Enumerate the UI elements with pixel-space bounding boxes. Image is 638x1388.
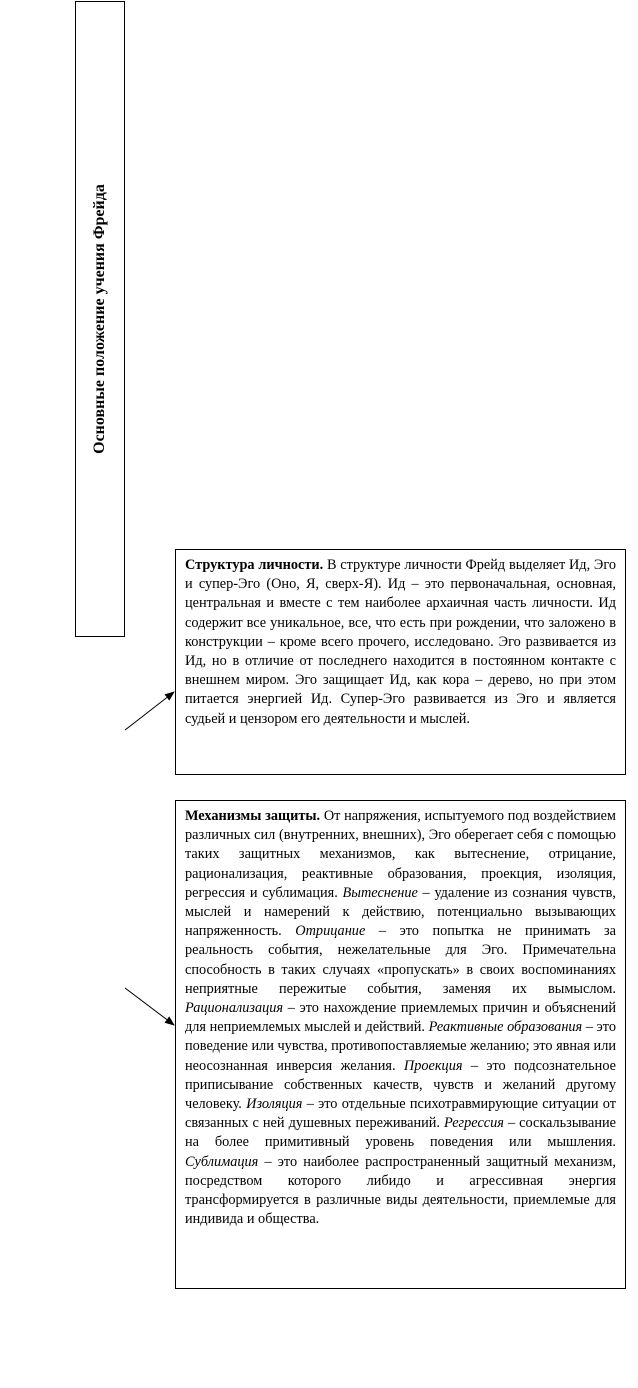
desc-sublimation: – это наиболее распространенный защитный механизм, посредством которого либидо и агрессивная энергия трансформируется в различные виды деятельности, приемлемые для индивида и общества. bbox=[185, 1153, 616, 1228]
desc-repression: – удаление из сознания чувств, мыслей и намерений к действию, потенциально вызывающих напряженность. bbox=[185, 884, 616, 940]
term-projection: Проекция bbox=[403, 1057, 463, 1074]
defense-box bbox=[175, 800, 626, 1289]
desc-rationalization: – это нахождение приемлемых причин и объяснений для неприемлемых мыслей и действий. bbox=[185, 1000, 616, 1036]
defense-heading: Механизмы защиты. bbox=[185, 808, 321, 824]
arrow-to-defense bbox=[125, 988, 174, 1025]
structure-heading: Структура личности. bbox=[185, 557, 324, 573]
term-rationalization: Рационализация bbox=[185, 1000, 284, 1017]
side-title-box bbox=[75, 1, 125, 637]
defense-intro: От напряжения, испытуемого под воздействием различных сил (внутренних, внешних), Эго оберегает себя с помощью таких защитных механизмов, как вытеснение, отрицание, рационализация, реактивные образования, проекция, изоляция, регрессия и сублимация. bbox=[185, 808, 616, 901]
term-regression: Регрессия bbox=[444, 1115, 504, 1132]
term-reaction-formation: Реактивные образования bbox=[428, 1019, 583, 1036]
term-denial: Отрицание bbox=[295, 923, 366, 940]
structure-text: В структуре личности Фрейд выделяет Ид, Эго и супер-Эго (Оно, Я, сверх-Я). Ид – это первоначальная, основная, центральная и вместе с тем наиболее архаичная часть личности. Ид содержит все уникальное, все, что есть при рождении, что заложено в конструкции – кроме всего прочего, исследовано. Эго развивается из Ид, но в отличие от последнего находится в постоянном контакте с внешнем миром. Эго защищает Ид, как кора – дерево, но при этом питается энергией Ид. Супер-Эго развивается из Эго и является судьей и цензором его деятельности и мыслей. bbox=[185, 557, 617, 727]
structure-box bbox=[175, 549, 626, 775]
desc-regression: – соскальзывание на более примитивный уровень поведения или мышления. bbox=[185, 1115, 616, 1151]
term-repression: Вытеснение bbox=[342, 884, 418, 901]
desc-reaction-formation: – это поведение или чувства, противопоставляемые желанию; это явная или неосознанная инверсия желания. bbox=[185, 1019, 617, 1074]
term-sublimation: Сублимация bbox=[185, 1153, 259, 1170]
side-title: Основные положение учения Фрейда bbox=[91, 184, 108, 454]
desc-isolation: – это отдельные психотравмирующие ситуации от связанных с ней душевных переживаний. bbox=[185, 1096, 616, 1132]
desc-projection: – это подсознательное приписывание собственных качеств, чувств и желаний другому человеку. bbox=[185, 1057, 617, 1113]
desc-denial: – это попытка не принимать за реальность события, нежелательные для Эго. Примечательна способность в таких случаях «пропускать» в своих воспоминаниях неприятные пережитые события, заменяя их вымыслом. bbox=[185, 923, 616, 997]
arrow-to-structure bbox=[125, 692, 174, 730]
term-isolation: Изоляция bbox=[246, 1096, 303, 1113]
